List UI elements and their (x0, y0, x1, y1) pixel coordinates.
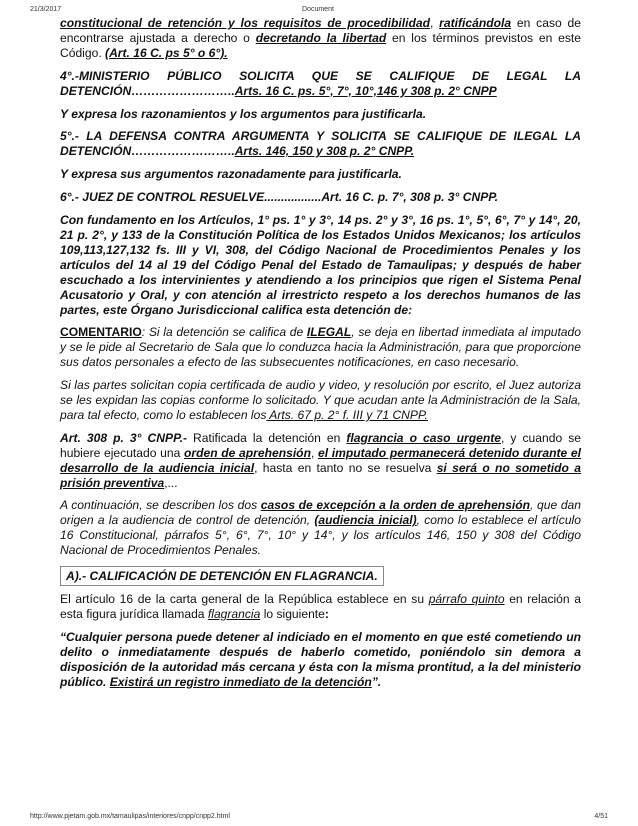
legal-reference: (Art. 16 C. ps 5° o 6°). (105, 45, 228, 60)
text-span: en los términos previstos en este Código. (60, 30, 581, 60)
text-span: ”. (371, 674, 382, 689)
text-span: , se deja en libertad inmediata al imputado y se le pide al Secretario de Sala que lo conduzca hacia la Administración, para que proporcione sus datos personales a efecto de las subsecuentes notificaciones, en caso necesario. (60, 325, 581, 370)
legal-reference: Arts. 67 p. 2° f. III y 71 CNPP. (266, 407, 428, 422)
text-span: : (324, 606, 329, 621)
text-span: , como lo establece el artículo 16 Constitucional, párrafos 5°, 6°, 7°, 10° y 14°, y los artículos 146, 150 y 308 del Código Nacional de Procedimientos Penales. (60, 513, 581, 558)
text-span: lo siguiente (260, 606, 325, 621)
text-span: decretando la libertad (255, 30, 387, 45)
text-span: orden de aprehensión (184, 445, 311, 460)
text-span: “Cualquier persona puede detener al indiciado en el momento en que esté cometiendo un delito o inmediatamente después de haberlo cometido, poniéndolo sin demora a disposición de la autoridad más cercana y ésta con la misma prontitud, a la del ministerio público. (60, 629, 581, 689)
paragraph-argumentos: Y expresa sus argumentos razonadamente para justificarla. (60, 167, 402, 182)
text-span: Existirá un registro inmediato de la detención (109, 674, 372, 689)
print-date: 21/3/2017 (30, 6, 62, 13)
text-span: (audiencia inicial) (314, 513, 417, 528)
text-span: ,... (164, 475, 178, 490)
paragraph-casos-excepcion (60, 498, 581, 558)
paragraph-comentario (60, 325, 581, 370)
comment-label: COMENTARIO (60, 325, 142, 340)
text-span: , que dan origen a la audiencia de control de detención, (60, 498, 581, 528)
text-span: ILEGAL (306, 325, 352, 340)
paragraph-retencion (60, 16, 581, 61)
legal-reference: Arts. 16 C. ps. 5°, 7°, 10°,146 y 308 p. 2° CNPP (234, 83, 497, 98)
legal-reference: Arts. 146, 150 y 308 p. 2° CNPP. (234, 144, 415, 159)
text-span: flagrancia (207, 606, 261, 621)
text-span: : Si la detención se califica de (141, 325, 307, 340)
text-span: casos de excepción a la orden de aprehensión (260, 498, 531, 513)
paragraph-razonamientos: Y expresa los razonamientos y los argumentos para justificarla. (60, 106, 427, 121)
paragraph-copias (60, 378, 581, 423)
text-span: , y cuando se hubiere ejecutado una (60, 430, 582, 460)
text-span: flagrancia o caso urgente (346, 430, 501, 445)
paragraph-cita-constitucional (60, 630, 581, 690)
text-span: El artículo 16 de la carta general de la República establece en su (60, 592, 429, 606)
section-heading: A).- CALIFICACIÓN DE DETENCIÓN EN FLAGRANCIA. (60, 566, 384, 586)
text-span: 5°.- LA DEFENSA CONTRA ARGUMENTA Y SOLICITA SE CALIFIQUE DE ILEGAL LA DETENCIÓN…………………….. (60, 129, 581, 159)
paragraph-fundamento: Con fundamento en los Artículos, 1° ps. 1° y 3°, 14 ps. 2° y 3°, 16 ps. 1°, 5°, 6°, 7° y 14°, 20, 21 p. 2°, y 133 de la Constitución Política de los Estados Unidos Mexicanos; los artículos 109,113,127,132 fs. III y VI, 308, del Código Nacional de Procedimientos Penales y los artículos del 14 al 19 del Código Penal del Estado de Tamaulipas; y después de haber escuchado a los intervinientes y atendiendo a los principios que rigen el Sistema Penal Acusatorio y Oral, y con atención al irrestricto respeto a los derechos humanos de las partes, este Órgano Jurisdiccional califica esta detención de: (60, 213, 581, 317)
text-span: si será o no sometido a prisión preventiva (60, 460, 581, 490)
document-body (60, 16, 581, 697)
text-span: Si las partes solicitan copia certificada de audio y video, y resolución por escrito, el Juez autoriza se les expidan las copias conforme lo solicitado. Y que acudan ante la Administración de la Sala, para tal efecto, como lo establecen los (60, 378, 581, 422)
text-span: ratificándola (439, 16, 512, 30)
text-span: Ratificada la detención en (186, 430, 347, 445)
paragraph-ministerio-publico (60, 69, 581, 99)
article-label: Art. 308 p. 3° CNPP.- (60, 430, 187, 445)
source-url: http://www.pjetam.gob.mx/tamaulipas/interiores/cnpp/cnpp2.html (30, 813, 230, 820)
page-number: 4/51 (594, 813, 608, 820)
text-span: párrafo quinto (428, 592, 505, 606)
text-span: A continuación, se describen los dos (60, 498, 261, 513)
text-span: constitucional de retención y los requisitos de procedibilidad (60, 16, 430, 30)
text-span: , (310, 445, 319, 460)
print-title: Document (302, 6, 334, 13)
text-span: , hasta en tanto no se resuelva (254, 460, 437, 475)
text-span: en relación a esta figura jurídica llamada (60, 592, 581, 621)
paragraph-art-308 (60, 431, 581, 491)
paragraph-juez-resuelve: 6°.- JUEZ DE CONTROL RESUELVE.................Art. 16 C. p. 7°, 308 p. 3° CNPP. (60, 190, 499, 205)
paragraph-defensa (60, 129, 581, 159)
text-span: en caso de encontrarse ajustada a derecho o (60, 16, 581, 45)
text-span: , (429, 16, 440, 30)
text-span: 4°.-MINISTERIO PÚBLICO SOLICITA QUE SE CALIFIQUE DE LEGAL LA DETENCIÓN…………………….. (60, 68, 581, 98)
text-span: el imputado permanecerá detenido durante el desarrollo de la audiencia inicial (60, 445, 581, 475)
paragraph-articulo-16 (60, 592, 581, 622)
